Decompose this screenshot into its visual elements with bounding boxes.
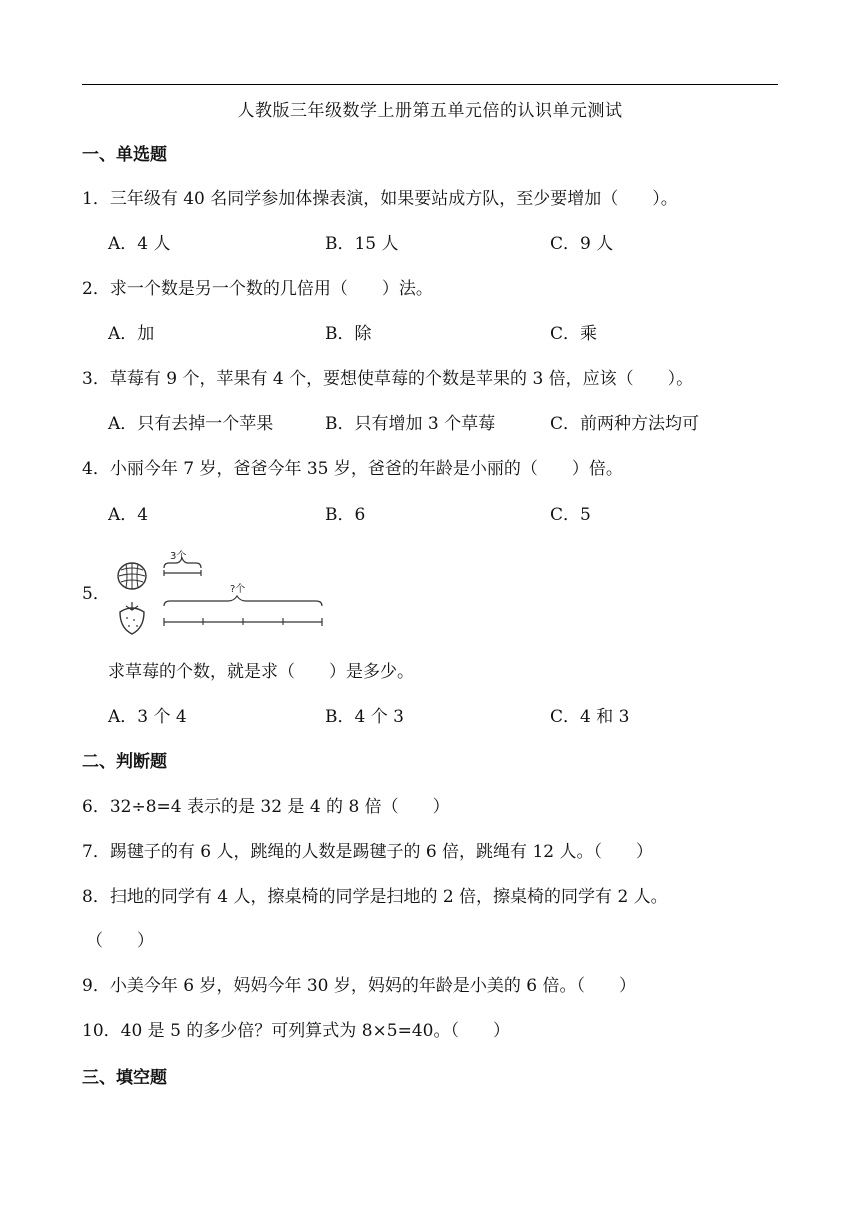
question-3-option-c[interactable]: C．前两种方法均可 bbox=[550, 414, 700, 434]
watermelon-icon bbox=[118, 563, 146, 589]
question-5-option-a[interactable]: A．3 个 4 bbox=[108, 707, 187, 727]
question-2-text: 2．求一个数是另一个数的几倍用（ ）法。 bbox=[82, 279, 433, 299]
header-rule bbox=[82, 84, 778, 85]
question-6-text: 6．32÷8=4 表示的是 32 是 4 的 8 倍（ ） bbox=[82, 797, 450, 817]
question-1-option-a[interactable]: A．4 人 bbox=[108, 234, 171, 254]
question-4-option-b[interactable]: B．6 bbox=[325, 505, 366, 525]
diagram-top-label: 3个 bbox=[170, 551, 187, 562]
question-1-option-b[interactable]: B．15 人 bbox=[325, 234, 399, 254]
diagram-bottom-label: ?个 bbox=[230, 584, 246, 595]
question-1-option-c[interactable]: C．9 人 bbox=[550, 234, 614, 254]
page-title: 人教版三年级数学上册第五单元倍的认识单元测试 bbox=[237, 101, 623, 121]
question-3-option-b[interactable]: B．只有增加 3 个草莓 bbox=[325, 414, 496, 434]
question-4-text: 4．小丽今年 7 岁，爸爸今年 35 岁，爸爸的年龄是小丽的（ ）倍。 bbox=[82, 459, 623, 479]
question-4-option-c[interactable]: C．5 bbox=[550, 505, 591, 525]
question-10-text: 10．40 是 5 的多少倍？可列算式为 8×5=40。（ ） bbox=[82, 1021, 510, 1041]
question-2-option-b[interactable]: B．除 bbox=[325, 324, 372, 344]
question-4-option-a[interactable]: A．4 bbox=[108, 505, 149, 525]
question-5-option-c[interactable]: C．4 和 3 bbox=[550, 707, 630, 727]
question-9-text: 9．小美今年 6 岁，妈妈今年 30 岁，妈妈的年龄是小美的 6 倍。（ ） bbox=[82, 976, 637, 996]
strawberry-icon bbox=[120, 602, 144, 634]
section-heading-single-choice: 一、单选题 bbox=[82, 145, 167, 165]
section-heading-fill-blank: 三、填空题 bbox=[82, 1068, 167, 1088]
question-1-text: 1．三年级有 40 名同学参加体操表演，如果要站成方队，至少要增加（ ）。 bbox=[82, 189, 678, 209]
section-heading-true-false: 二、判断题 bbox=[82, 752, 167, 772]
question-3-option-a[interactable]: A．只有去掉一个苹果 bbox=[108, 414, 274, 434]
question-2-option-a[interactable]: A．加 bbox=[108, 324, 155, 344]
question-8-text: 8．扫地的同学有 4 人，擦桌椅的同学是扫地的 2 倍，擦桌椅的同学有 2 人。 bbox=[82, 887, 668, 907]
question-8-answer-paren[interactable]: （ ） bbox=[86, 931, 154, 951]
question-3-text: 3．草莓有 9 个，苹果有 4 个，要想使草莓的个数是苹果的 3 倍，应该（ ）。 bbox=[82, 369, 694, 389]
question-7-text: 7．踢毽子的有 6 人，跳绳的人数是踢毽子的 6 倍，跳绳有 12 人。（ ） bbox=[82, 842, 654, 862]
question-5-option-b[interactable]: B．4 个 3 bbox=[325, 707, 404, 727]
question-5-number: 5． bbox=[82, 584, 110, 604]
question-2-option-c[interactable]: C．乘 bbox=[550, 324, 598, 344]
question-5-diagram bbox=[112, 546, 332, 638]
question-5-text: 求草莓的个数，就是求（ ）是多少。 bbox=[108, 662, 414, 682]
